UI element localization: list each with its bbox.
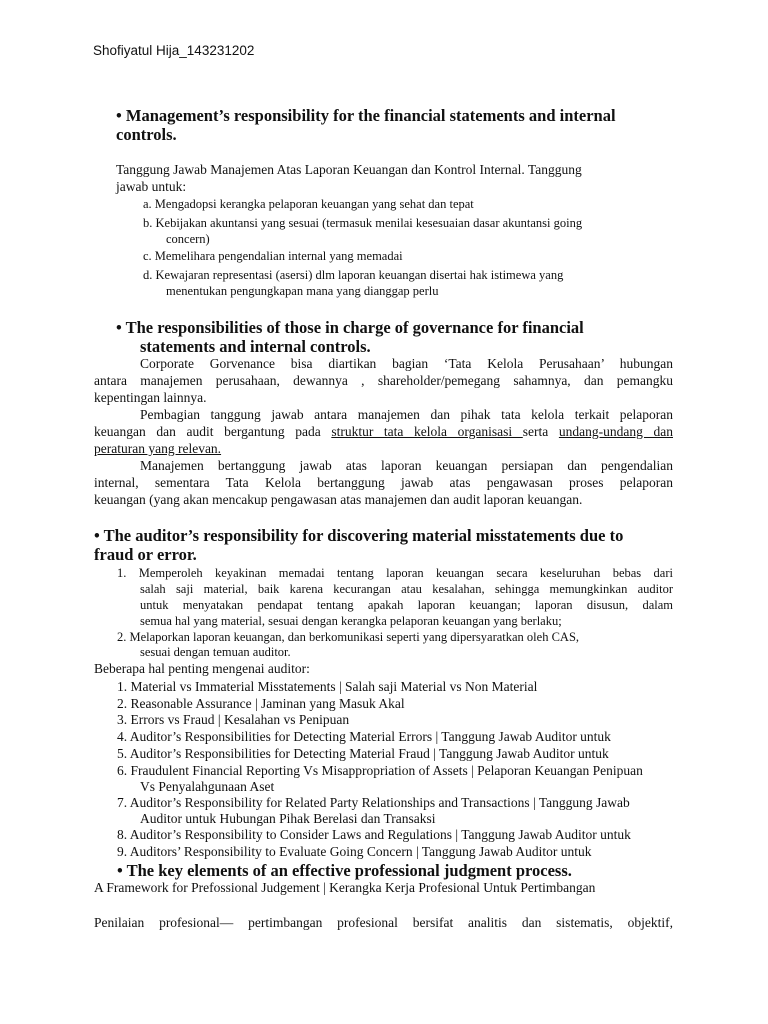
important-item-7: 7. Auditor’s Responsibility for Related Party Relationships and Transactions | Tanggung Jawab xyxy=(117,795,630,810)
auditor-item2-line1: 2. Melaporkan laporan keuangan, dan berkomunikasi seperti yang dipersyaratkan oleh CAS, xyxy=(117,630,580,644)
section1-item-d-cont: menentukan pengungkapan mana yang dianggap perlu xyxy=(166,284,439,298)
section2-para2-line2 xyxy=(94,424,673,441)
important-item-5: 5. Auditor’s Responsibilities for Detecting Material Fraud | Tanggung Jawab Auditor untuk xyxy=(117,746,609,761)
auditor-item1-line2: salah saji material, baik karena kecurangan atau kesalahan, sehingga memungkinkan auditor xyxy=(140,582,673,596)
section3-heading-line1: • The auditor’s responsibility for discovering material misstatements due to xyxy=(94,526,624,545)
section1-heading-line2: controls. xyxy=(116,125,177,144)
auditor-item2-line2: sesuai dengan temuan auditor. xyxy=(140,645,291,659)
section1-intro-line2: jawab untuk: xyxy=(116,179,187,194)
section2-heading-line2: statements and internal controls. xyxy=(140,337,371,356)
section2-para1-line2: antara manajemen perusahaan, dewannya , shareholder/pemegang sahamnya, dan pemangku xyxy=(94,373,673,388)
important-item-4: 4. Auditor’s Responsibilities for Detecting Material Errors | Tanggung Jawab Auditor untuk xyxy=(117,729,611,744)
important-item-6: 6. Fraudulent Financial Reporting Vs Misappropriation of Assets | Pelaporan Keuangan Penipuan xyxy=(117,763,643,778)
section1-item-b: b. Kebijakan akuntansi yang sesuai (termasuk menilai kesesuaian dasar akuntansi going xyxy=(143,216,583,230)
section2-heading-line1: • The responsibilities of those in charge of governance for financial xyxy=(116,318,584,337)
section1-item-a: a. Mengadopsi kerangka pelaporan keuangan yang sehat dan tepat xyxy=(143,197,474,211)
judgement-line: Penilaian profesional— pertimbangan profesional bersifat analitis dan sistematis, objektif, xyxy=(94,915,673,930)
important-item-8: 8. Auditor’s Responsibility to Consider Laws and Regulations | Tanggung Jawab Auditor untuk xyxy=(117,827,631,842)
section1-heading-line1: • Management’s responsibility for the financial statements and internal xyxy=(116,106,616,125)
section2-para2-line3 xyxy=(94,441,673,458)
framework-line: A Framework for Prefossional Judgement | Kerangka Kerja Profesional Untuk Pertimbangan xyxy=(94,880,596,895)
underlined-governance-structure: struktur tata kelola organisasi xyxy=(331,424,523,439)
underlined-regulations: peraturan yang relevan. xyxy=(94,441,222,456)
section2-para3-line3: keuangan (yang akan mencakup pengawasan atas manajemen dan audit laporan keuangan. xyxy=(94,492,583,507)
section3-heading-line2: fraud or error. xyxy=(94,545,197,564)
important-item-7-cont: Auditor untuk Hubungan Pihak Berelasi dan Transaksi xyxy=(140,811,436,826)
section2-para3-line2: internal, sementara Tata Kelola bertanggung jawab atas pengawasan proses pelaporan xyxy=(94,475,673,490)
important-item-9: 9. Auditors’ Responsibility to Evaluate Going Concern | Tanggung Jawab Auditor untuk xyxy=(117,844,592,859)
important-item-2: 2. Reasonable Assurance | Jaminan yang Masuk Akal xyxy=(117,696,405,711)
section1-intro-line1: Tanggung Jawab Manajemen Atas Laporan Keuangan dan Kontrol Internal. Tanggung xyxy=(116,162,582,177)
section4-heading: • The key elements of an effective professional judgment process. xyxy=(117,861,572,880)
important-item-1: 1. Material vs Immaterial Misstatements | Salah saji Material vs Non Material xyxy=(117,679,538,694)
underlined-laws: undang-undang dan xyxy=(558,424,673,439)
section1-item-b-cont: concern) xyxy=(166,232,210,246)
section2-para1-line1: Corporate Gorvenance bisa diartikan bagian ‘Tata Kelola Perusahaan’ hubungan xyxy=(140,356,673,371)
para2-text-b: serta xyxy=(522,424,559,439)
auditor-item1-line4: semua hal yang material, sesuai dengan kerangka pelaporan keuangan yang berlaku; xyxy=(140,614,562,628)
author-name: Shofiyatul Hija_143231202 xyxy=(93,43,255,58)
auditor-item1-line3: untuk menyatakan pendapat tentang apakah laporan keuangan; laporan disusun, dalam xyxy=(140,598,673,612)
section2-para2-line1: Pembagian tanggung jawab antara manajemen dan pihak tata kelola terkait pelaporan xyxy=(140,407,673,422)
section2-para1-line3: kepentingan lainnya. xyxy=(94,390,207,405)
important-item-3: 3. Errors vs Fraud | Kesalahan vs Penipuan xyxy=(117,712,350,727)
section1-item-c: c. Memelihara pengendalian internal yang memadai xyxy=(143,249,403,263)
auditor-item1-line1: 1. Memperoleh keyakinan memadai tentang laporan keuangan secara keseluruhan bebas dari xyxy=(117,566,673,580)
important-title: Beberapa hal penting mengenai auditor: xyxy=(94,661,310,676)
important-item-6-cont: Vs Penyalahgunaan Aset xyxy=(140,779,275,794)
section1-item-d: d. Kewajaran representasi (asersi) dlm laporan keuangan disertai hak istimewa yang xyxy=(143,268,564,282)
para2-text-a: keuangan dan audit bergantung pada xyxy=(94,424,332,439)
section2-para3-line1: Manajemen bertanggung jawab atas laporan keuangan persiapan dan pengendalian xyxy=(140,458,673,473)
